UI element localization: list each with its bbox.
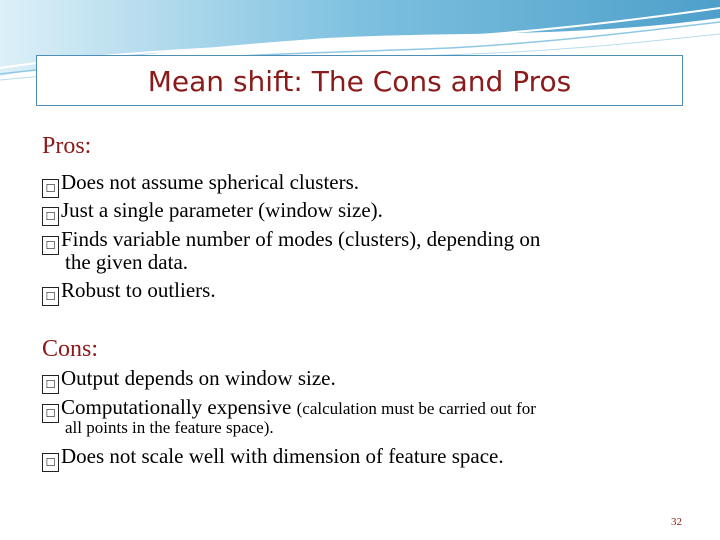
page-number: 32 xyxy=(671,516,682,528)
cons-item-continuation: all points in the feature space). xyxy=(65,418,274,437)
slide-title: Mean shift: The Cons and Pros xyxy=(147,65,572,98)
cons-item: ☐ Computationally expensive (calculation must be carried out for xyxy=(42,397,536,423)
bullet-box-icon: ☐ xyxy=(42,453,59,472)
pros-heading: Pros: xyxy=(42,133,92,159)
pros-item-continuation: the given data. xyxy=(65,250,189,274)
title-frame xyxy=(36,55,683,106)
cons-item-note: (calculation must be carried out for xyxy=(296,399,536,418)
pros-item: ☐ Robust to outliers. xyxy=(42,280,216,306)
pros-item: ☐ Just a single parameter (window size). xyxy=(42,200,383,226)
bullet-box-icon: ☐ xyxy=(42,404,59,423)
cons-item: ☐ Output depends on window size. xyxy=(42,368,336,394)
bullet-box-icon: ☐ xyxy=(42,375,59,394)
cons-heading: Cons: xyxy=(42,336,99,362)
bullet-box-icon: ☐ xyxy=(42,179,59,198)
bullet-box-icon: ☐ xyxy=(42,287,59,306)
pros-item: ☐ Finds variable number of modes (clusters), depending on xyxy=(42,229,540,255)
pros-item: ☐ Does not assume spherical clusters. xyxy=(42,172,359,198)
cons-item: ☐ Does not scale well with dimension of feature space. xyxy=(42,446,504,472)
bullet-box-icon: ☐ xyxy=(42,236,59,255)
bullet-box-icon: ☐ xyxy=(42,207,59,226)
